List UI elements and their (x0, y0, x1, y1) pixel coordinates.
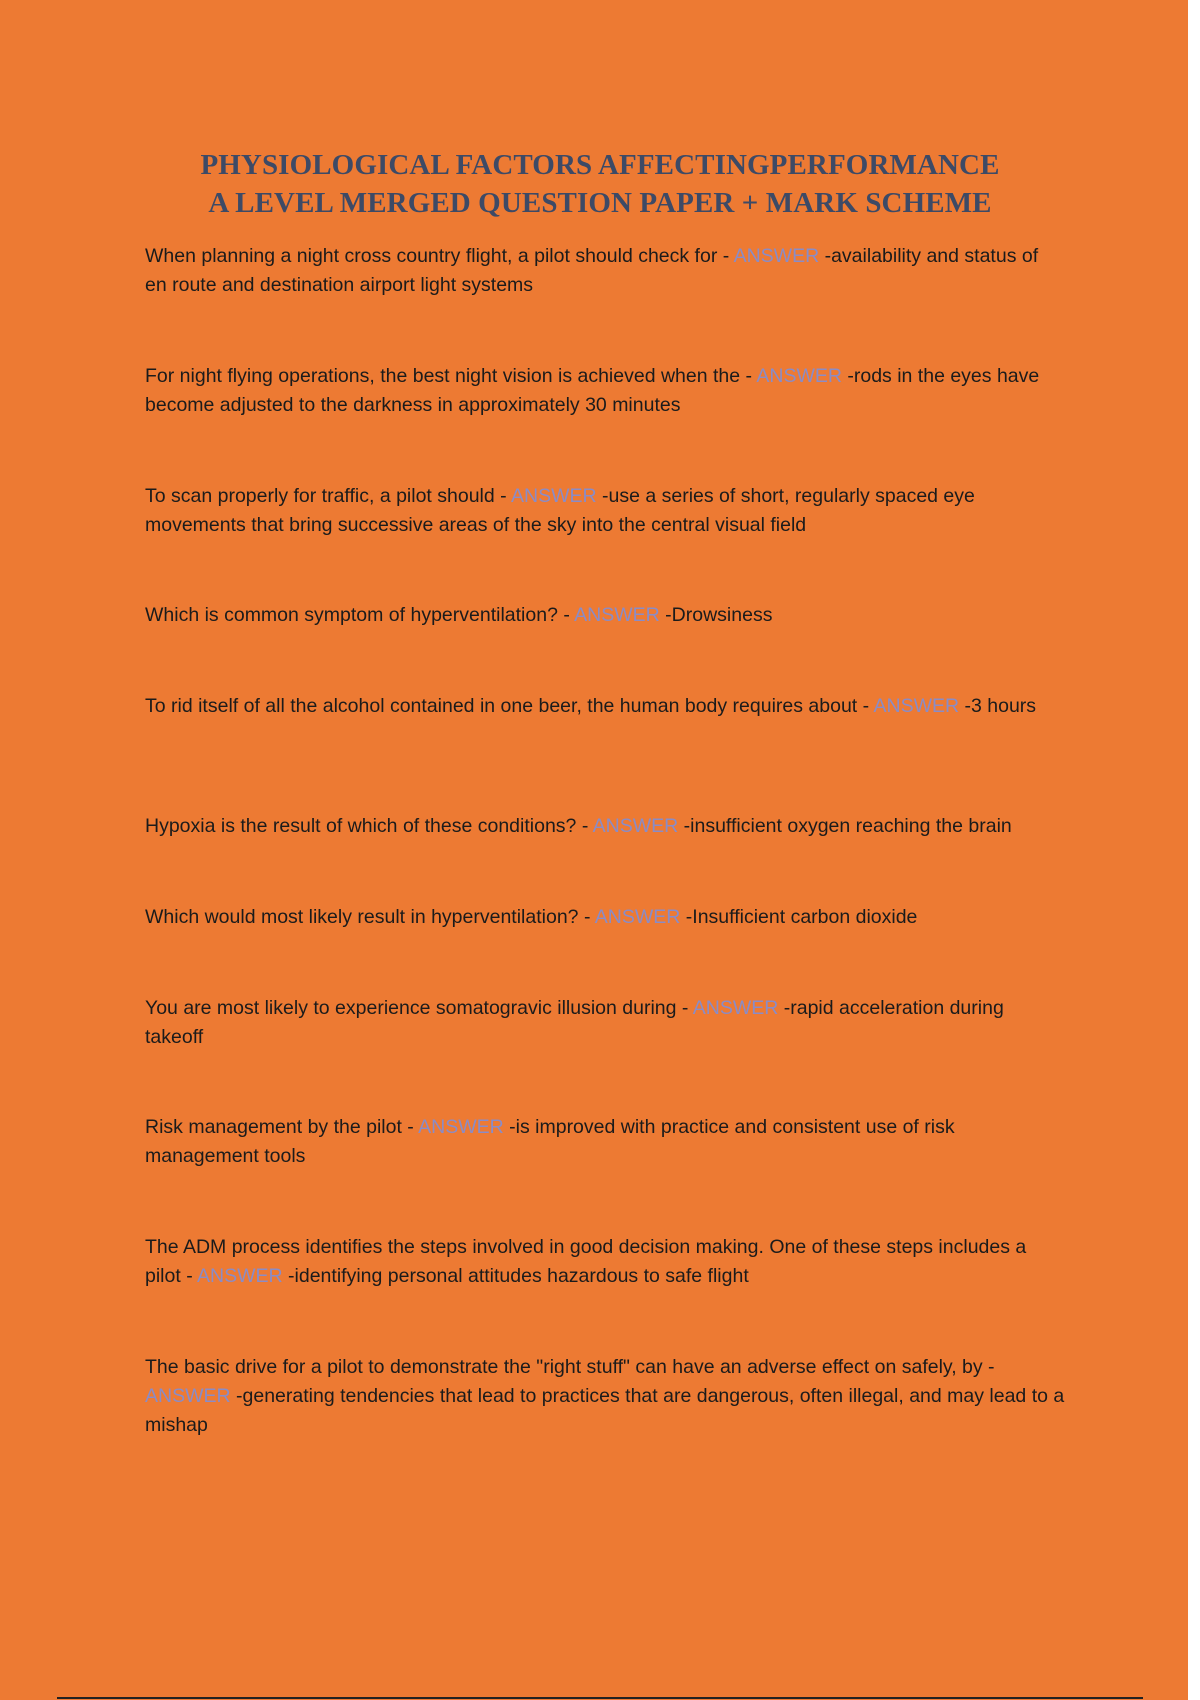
answer-label: ANSWER (594, 906, 681, 928)
answer-text: -is improved with practice and consistent use of risk management tools (145, 1116, 955, 1167)
question-text: You are most likely to experience somatogravic illusion during - (145, 997, 693, 1019)
answer-text: -availability and status of en route and destination airport light systems (145, 245, 1039, 296)
qa-item (145, 242, 1065, 300)
answer-text: -Insufficient carbon dioxide (680, 906, 918, 928)
question-text: To rid itself of all the alcohol contained in one beer, the human body requires about - (145, 695, 874, 717)
answer-text: -use a series of short, regularly spaced eye movements that bring successive areas of the sky into the central visual field (145, 485, 975, 536)
qa-item (145, 812, 1065, 841)
question-text: Which would most likely result in hyperventilation? - (145, 906, 595, 928)
qa-item (145, 994, 1065, 1052)
qa-item (145, 482, 1065, 540)
question-text: Hypoxia is the result of which of these conditions? - (145, 815, 593, 837)
answer-label: ANSWER (511, 485, 597, 507)
question-text: When planning a night cross country flight, a pilot should check for - (145, 245, 734, 267)
qa-item (145, 1113, 1065, 1171)
answer-label: ANSWER (733, 245, 820, 267)
answer-label: ANSWER (756, 365, 842, 387)
answer-text: -rapid acceleration during takeoff (145, 997, 1004, 1048)
qa-item (145, 601, 1065, 630)
answer-text: -Drowsiness (659, 604, 773, 626)
answer-label: ANSWER (574, 604, 660, 626)
title-line-2: A LEVEL MERGED QUESTION PAPER + MARK SCHEME (208, 187, 992, 219)
answer-label: ANSWER (692, 997, 779, 1019)
answer-label: ANSWER (873, 695, 960, 717)
qa-item (145, 1233, 1065, 1291)
answer-label: ANSWER (418, 1116, 504, 1138)
answer-label: ANSWER (145, 1385, 231, 1407)
question-text: To scan properly for traffic, a pilot should - (145, 485, 511, 507)
answer-text: -identifying personal attitudes hazardous to safe flight (282, 1265, 749, 1287)
answer-label: ANSWER (592, 815, 679, 837)
qa-item (145, 692, 1065, 721)
page-edge (1188, 0, 1200, 1700)
title-line-1: PHYSIOLOGICAL FACTORS AFFECTINGPERFORMANCE (200, 149, 1000, 181)
answer-text: -3 hours (959, 695, 1037, 717)
question-text: The ADM process identifies the steps involved in good decision making. One of these steps includes a pilot - (145, 1236, 1027, 1287)
answer-label: ANSWER (197, 1265, 283, 1287)
question-text: The basic drive for a pilot to demonstrate the "right stuff" can have an adverse effect on safely, by - (145, 1356, 995, 1378)
question-text: For night flying operations, the best night vision is achieved when the - (145, 365, 757, 387)
qa-item (145, 1353, 1065, 1440)
document-title (90, 146, 1110, 222)
qa-item (145, 903, 1065, 932)
answer-text: -insufficient oxygen reaching the brain (678, 815, 1012, 837)
question-text: Risk management by the pilot - (145, 1116, 419, 1138)
answer-text: -rods in the eyes have become adjusted to the darkness in approximately 30 minutes (145, 365, 1040, 416)
answer-text: -generating tendencies that lead to practices that are dangerous, often illegal, and may lead to a mishap (145, 1385, 1065, 1436)
question-text: Which is common symptom of hyperventilation? - (145, 604, 575, 626)
qa-item (145, 362, 1065, 420)
footer-divider (57, 1697, 1143, 1699)
